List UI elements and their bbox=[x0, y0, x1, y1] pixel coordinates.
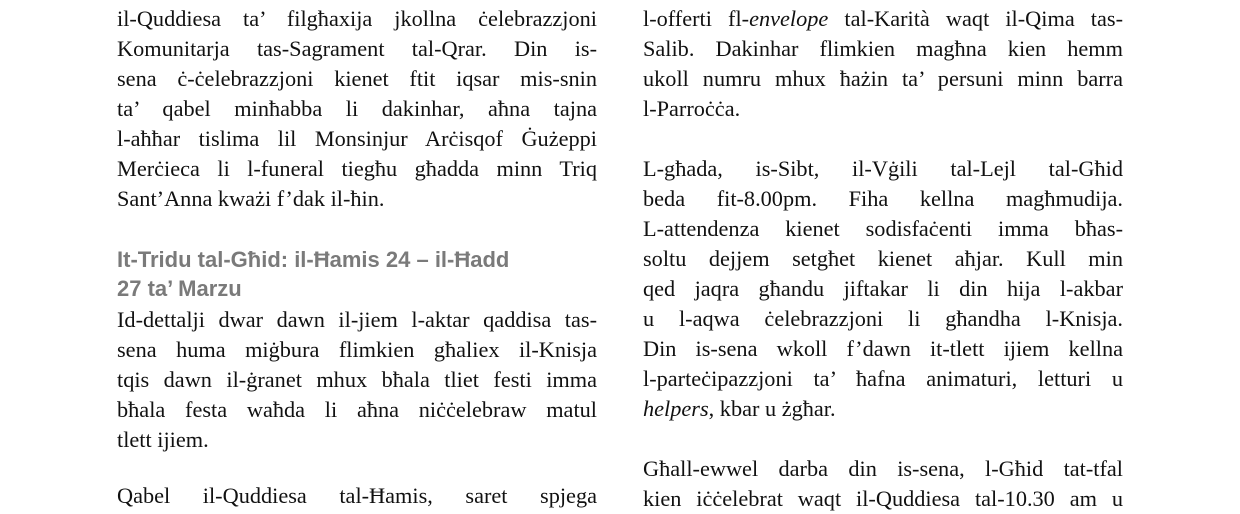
heading-line: 27 ta’ Marzu bbox=[117, 276, 242, 301]
text-line: l-Parroċċa. bbox=[643, 96, 741, 121]
text-line: il-Quddiesa ta’ filgħaxija jkollna ċelebrazzjoni bbox=[117, 6, 597, 31]
text-segment: tal-Karità waqt il-Qima tas- bbox=[828, 6, 1123, 31]
text-line bbox=[643, 4, 1123, 34]
paragraph-triduum bbox=[117, 305, 597, 455]
section-heading bbox=[117, 245, 597, 303]
text-line: tqis dawn il-ġranet mhux bħala tliet festi imma bbox=[117, 367, 597, 392]
text-line: ukoll numru mhux ħażin ta’ persuni minn barra bbox=[643, 66, 1123, 91]
text-line: Din is-sena wkoll f’dawn it-tlett ijiem kellna bbox=[643, 336, 1123, 361]
text-line bbox=[643, 394, 1123, 424]
text-line: tlett ijiem. bbox=[117, 427, 209, 452]
paragraph-easter-vigil bbox=[643, 154, 1123, 424]
italic-word: envelope bbox=[749, 6, 829, 31]
text-line: kien iċċelebrat waqt il-Quddiesa tal-10.30 am u bbox=[643, 486, 1123, 511]
text-line: bħala festa waħda li aħna niċċelebraw matul bbox=[117, 397, 597, 422]
text-line: beda fit-8.00pm. Fiha kellna magħmudija. bbox=[643, 186, 1123, 211]
text-line: L-għada, is-Sibt, il-Vġili tal-Lejl tal-Għid bbox=[643, 156, 1123, 181]
text-line: Qabel il-Quddiesa tal-Ħamis, saret spjega bbox=[117, 483, 597, 508]
text-line: u l-aqwa ċelebrazzjoni li għandha l-Knisja. bbox=[643, 306, 1123, 331]
text-line: sena huma miġbura flimkien għaliex il-Knisja bbox=[117, 337, 597, 362]
paragraph-holy-thursday bbox=[117, 481, 597, 511]
text-line: ta’ qabel minħabba li dakinhar, aħna tajna bbox=[117, 96, 597, 121]
text-line: l-aħħar tislima lil Monsinjur Arċisqof Ġużeppi bbox=[117, 126, 597, 151]
text-line: Salib. Dakinhar flimkien magħna kien hemm bbox=[643, 36, 1123, 61]
italic-word: helpers bbox=[643, 396, 709, 421]
paragraph-confession bbox=[117, 4, 597, 214]
paragraph-offerings bbox=[643, 4, 1123, 124]
text-line: Għall-ewwel darba din is-sena, l-Għid tat-tfal bbox=[643, 456, 1123, 481]
text-line: Komunitarja tas-Sagrament tal-Qrar. Din is- bbox=[117, 36, 597, 61]
text-segment: l-offerti fl- bbox=[643, 6, 750, 31]
text-line: L-attendenza kienet sodisfaċenti imma bħas- bbox=[643, 216, 1123, 241]
text-line: sena ċ-ċelebrazzjoni kienet ftit iqsar mis-snin bbox=[117, 66, 597, 91]
text-segment: , kbar u żgħar. bbox=[708, 396, 836, 421]
text-line: Sant’Anna kważi f’dak il-ħin. bbox=[117, 186, 385, 211]
paragraph-children-easter bbox=[643, 454, 1123, 514]
text-line: l-parteċipazzjoni ta’ ħafna animaturi, letturi u bbox=[643, 366, 1123, 391]
text-line: Merċieca li l-funeral tiegħu għadda minn Triq bbox=[117, 156, 597, 181]
text-line: qed jaqra għandu jiftakar li din hija l-akbar bbox=[643, 276, 1123, 301]
heading-line: It-Tridu tal-Għid: il-Ħamis 24 – il-Ħadd bbox=[117, 247, 510, 272]
text-line: Id-dettalji dwar dawn il-jiem l-aktar qaddisa tas- bbox=[117, 307, 597, 332]
text-line: soltu dejjem setgħet kienet aħjar. Kull min bbox=[643, 246, 1123, 271]
